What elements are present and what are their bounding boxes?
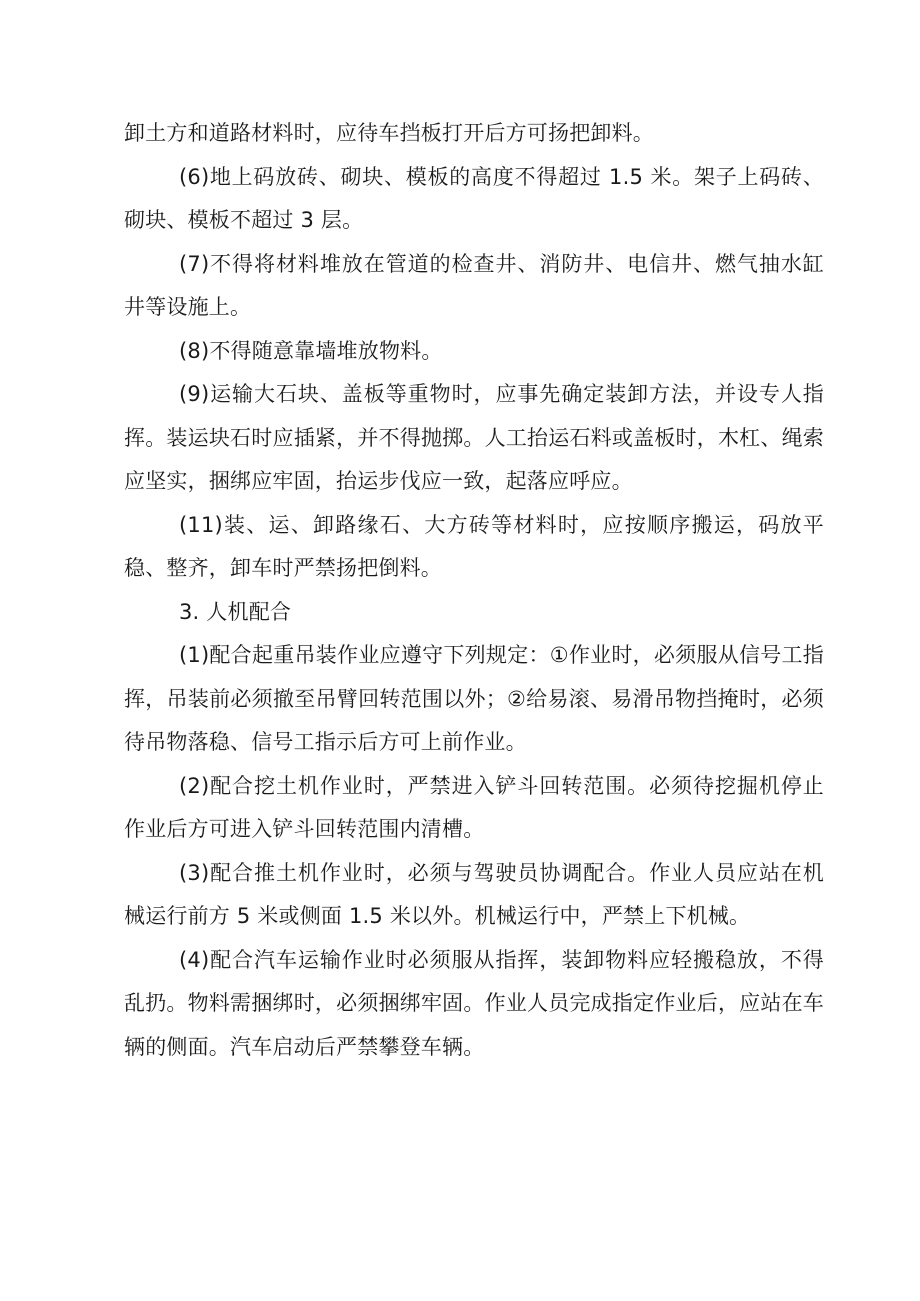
paragraph-item-8: (8)不得随意靠墙堆放物料。 — [179, 338, 443, 363]
document-body — [124, 112, 824, 1069]
section-heading-3: 3. 人机配合 — [179, 599, 292, 624]
paragraph-rule-1: (1)配合起重吊装作业应遵守下列规定：①作业时，必须服从信号工指挥，吊装前必须撤至吊臂回转范围以外；②给易滚、易滑吊物挡掩时，必须待吊物落稳、信号工指示后方可上前作业。 — [124, 643, 824, 754]
paragraph-rule-2: (2)配合挖土机作业时，严禁进入铲斗回转范围。必须待挖掘机停止作业后方可进入铲斗回转范围内清槽。 — [124, 773, 824, 841]
paragraph-item-11: (11)装、运、卸路缘石、大方砖等材料时，应按顺序搬运，码放平稳、整齐，卸车时严禁扬把倒料。 — [124, 512, 824, 580]
paragraph-item-9: (9)运输大石块、盖板等重物时，应事先确定装卸方法，并设专人指挥。装运块石时应插紧，并不得抛掷。人工抬运石料或盖板时，木杠、绳索应坚实，捆绑应牢固，抬运步伐应一致，起落应呼应。 — [124, 382, 824, 493]
paragraph-continuation: 卸土方和道路材料时，应待车挡板打开后方可扬把卸料。 — [124, 121, 654, 145]
paragraph-rule-3: (3)配合推土机作业时，必须与驾驶员协调配合。作业人员应站在机械运行前方 5 米或侧面 1.5 米以外。机械运行中，严禁上下机械。 — [124, 860, 824, 928]
paragraph-item-7: (7)不得将材料堆放在管道的检查井、消防井、电信井、燃气抽水缸井等设施上。 — [124, 251, 824, 319]
paragraph-rule-4: (4)配合汽车运输作业时必须服从指挥，装卸物料应轻搬稳放，不得乱扔。物料需捆绑时，必须捆绑牢固。作业人员完成指定作业后，应站在车辆的侧面。汽车启动后严禁攀登车辆。 — [124, 947, 824, 1059]
paragraph-item-6: (6)地上码放砖、砌块、模板的高度不得超过 1.5 米。架子上码砖、砌块、模板不超过 3 层。 — [124, 164, 824, 232]
